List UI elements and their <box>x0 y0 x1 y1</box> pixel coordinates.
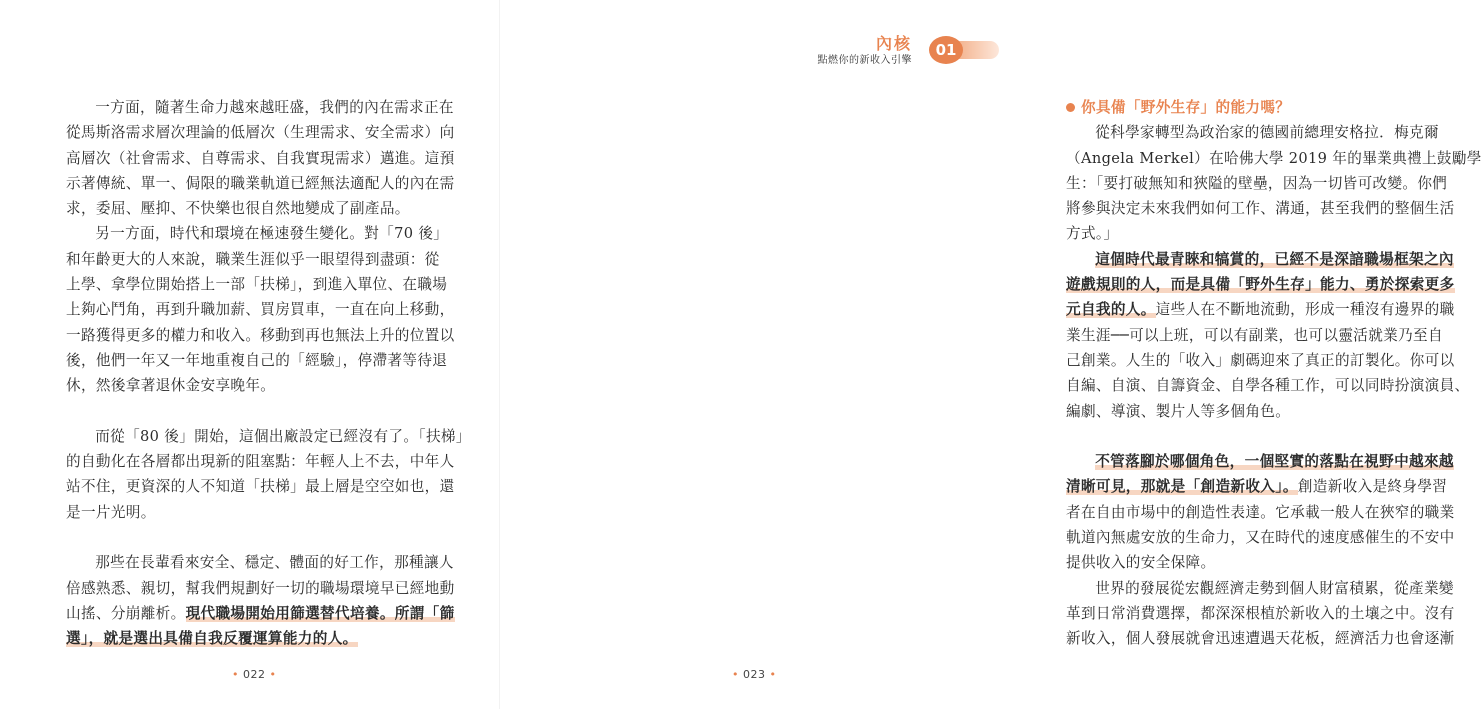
paragraph-gap <box>1066 424 1436 449</box>
highlighted-text: 現代職場開始用篩選替代培養。所謂「篩 <box>185 604 455 622</box>
text-line <box>66 272 448 297</box>
text-line <box>1066 550 1436 575</box>
page-dot: • <box>232 668 239 681</box>
body-text: 革到日常消費選擇，都深深根植於新收入的土壤之中。沒有 <box>1066 604 1455 622</box>
body-text: （Angela Merkel）在哈佛大學 2019 年的畢業典禮上鼓勵學 <box>1066 149 1482 167</box>
text-line <box>66 500 439 525</box>
text-line <box>1066 626 1455 651</box>
page-number-value: 023 <box>743 668 766 681</box>
body-text: 方式。」 <box>1066 225 1119 243</box>
highlighted-text: 選」，就是選出具備自我反覆運算能力的人。 <box>66 630 358 648</box>
body-text: 生：「要打破無知和狹隘的壁壘，因為一切皆可改變。你們 <box>1066 174 1448 192</box>
right-page <box>500 0 1482 709</box>
body-text: 者在自由市場中的創造性表達。它承載一般人在狹窄的職業 <box>1066 503 1455 521</box>
chapter-header <box>779 27 999 72</box>
text-line <box>1066 601 1455 626</box>
body-text: 自編、自演、自籌資金、自學各種工作，可以同時扮演演員、 <box>1066 377 1470 395</box>
text-line <box>1066 474 1448 499</box>
chapter-subtitle: 點燃你的新收入引擎 <box>817 55 912 66</box>
body-text: 將參與決定未來我們如何工作、溝通，甚至我們的整個生活 <box>1066 200 1455 218</box>
text-line <box>66 474 455 499</box>
body-text: 業生涯──可以上班，可以有副業，也可以靈活就業乃至自 <box>1066 326 1443 344</box>
text-line <box>1066 348 1455 373</box>
body-text: 示著傳統、單一、侷限的職業軌道已經無法適配人的內在需 <box>66 174 455 192</box>
text-line <box>66 120 455 145</box>
left-page <box>0 0 500 709</box>
text-line <box>66 171 455 196</box>
body-text: 創造新收入是終身學習 <box>1297 478 1448 496</box>
body-text: 另一方面，時代和環境在極速發生變化。對「70 後」 <box>95 225 449 243</box>
page-dot: • <box>732 668 739 681</box>
body-text: 倍感熟悉、親切，幫我們規劃好一切的職場環境早已經地動 <box>66 579 455 597</box>
right-page-number <box>732 668 777 681</box>
text-line <box>66 424 471 449</box>
body-text: 己創業。人生的「收入」劇碼迎來了真正的訂製化。你可以 <box>1066 351 1455 369</box>
body-text: 一路獲得更多的權力和收入。移動到再也無法上升的位置以 <box>66 326 455 344</box>
left-page-text <box>66 95 471 652</box>
highlighted-text: 不管落腳於哪個角色，一個堅實的落點在視野中越來越 <box>1095 453 1454 471</box>
body-text: 這些人在不斷地流動，形成一種沒有邊界的職 <box>1155 301 1455 319</box>
text-line <box>1066 146 1482 171</box>
left-page-number <box>232 668 277 681</box>
text-line <box>1066 399 1436 424</box>
text-line <box>1066 272 1455 297</box>
body-text: 後，他們一年又一年地重複自己的「經驗」，停滯著等待退 <box>66 351 448 369</box>
body-text: 休，然後拿著退休金安享晚年。 <box>66 377 276 395</box>
body-text: 的自動化在各層都出現新的阻塞點：年輕人上不去，中年人 <box>66 453 455 471</box>
text-line <box>1066 500 1455 525</box>
paragraph-gap <box>66 399 439 424</box>
bullet-icon <box>1066 103 1075 112</box>
highlighted-text: 這個時代最青睞和犒賞的，已經不是深諳職場框架之內 <box>1095 250 1454 268</box>
page-dot: • <box>769 668 777 681</box>
text-line <box>66 601 455 626</box>
text-line <box>66 373 439 398</box>
chapter-badge <box>919 27 999 72</box>
chapter-badge-tail <box>957 41 999 59</box>
text-line <box>66 196 439 221</box>
text-line <box>1066 221 1436 246</box>
page-dot: • <box>269 668 277 681</box>
body-text: 和年齡更大的人來說，職業生涯似乎一眼望得到盡頭：從 <box>66 250 440 268</box>
page-number-value: 022 <box>243 668 266 681</box>
text-line <box>1066 373 1470 398</box>
body-text: 從科學家轉型為政治家的德國前總理安格拉．梅克爾 <box>1095 124 1439 142</box>
chapter-title: 內核 <box>875 34 912 53</box>
text-line <box>1066 525 1455 550</box>
highlighted-text: 清晰可見，那就是「創造新收入」。 <box>1066 478 1298 496</box>
text-line <box>66 146 455 171</box>
body-text: 求，委屈、壓抑、不快樂也很自然地變成了副產品。 <box>66 200 410 218</box>
text-line <box>66 323 455 348</box>
text-line <box>66 297 455 322</box>
body-text: 提供收入的安全保障。 <box>1066 554 1216 572</box>
body-text: 編劇、導演、製片人等多個角色。 <box>1066 402 1291 420</box>
text-line <box>66 247 439 272</box>
body-text: 從馬斯洛需求層次理論的低層次（生理需求、安全需求）向 <box>66 124 455 142</box>
body-text: 軌道內無處安放的生命力，又在時代的速度感催生的不安中 <box>1066 529 1455 547</box>
text-line <box>1066 247 1454 272</box>
section-heading <box>1066 95 1436 120</box>
right-page-text <box>1066 95 1482 652</box>
text-line <box>1066 323 1443 348</box>
body-text: 一方面，隨著生命力越來越旺盛，我們的內在需求正在 <box>95 99 454 116</box>
body-text: 而從「80 後」開始，這個出廠設定已經沒有了。「扶梯」 <box>95 427 471 445</box>
text-line <box>1066 196 1455 221</box>
text-line <box>66 449 455 474</box>
text-line <box>66 550 454 575</box>
section-heading-text: 你具備「野外生存」的能力嗎？ <box>1081 99 1291 116</box>
body-text: 是一片光明。 <box>66 503 156 521</box>
chapter-number: 01 <box>929 36 963 64</box>
paragraph-gap <box>66 525 439 550</box>
body-text: 新收入，個人發展就會迅速遭遇天花板，經濟活力也會逐漸 <box>1066 630 1455 648</box>
text-line <box>1066 297 1455 322</box>
body-text: 世界的發展從宏觀經濟走勢到個人財富積累，從產業變 <box>1095 579 1454 597</box>
text-line <box>1066 171 1448 196</box>
body-text: 站不住，更資深的人不知道「扶梯」最上層是空空如也，還 <box>66 478 455 496</box>
highlighted-text: 元自我的人。 <box>1066 301 1156 319</box>
text-line <box>66 95 454 120</box>
text-line <box>66 221 449 246</box>
body-text: 高層次（社會需求、自尊需求、自我實現需求）邁進。這預 <box>66 149 455 167</box>
body-text: 那些在長輩看來安全、穩定、體面的好工作，那種讓人 <box>95 554 454 572</box>
text-line <box>66 626 439 651</box>
body-text: 山搖、分崩離析。 <box>66 604 186 622</box>
text-line <box>66 348 448 373</box>
highlighted-text: 遊戲規則的人，而是具備「野外生存」能力、勇於探索更多 <box>1066 276 1455 294</box>
body-text: 上學、拿學位開始搭上一部「扶梯」，到進入單位、在職場 <box>66 276 448 294</box>
text-line <box>1066 449 1454 474</box>
text-line <box>1066 576 1454 601</box>
text-line <box>66 576 455 601</box>
body-text: 上夠心鬥角，再到升職加薪、買房買車，一直在向上移動， <box>66 301 455 319</box>
text-line <box>1066 120 1439 145</box>
